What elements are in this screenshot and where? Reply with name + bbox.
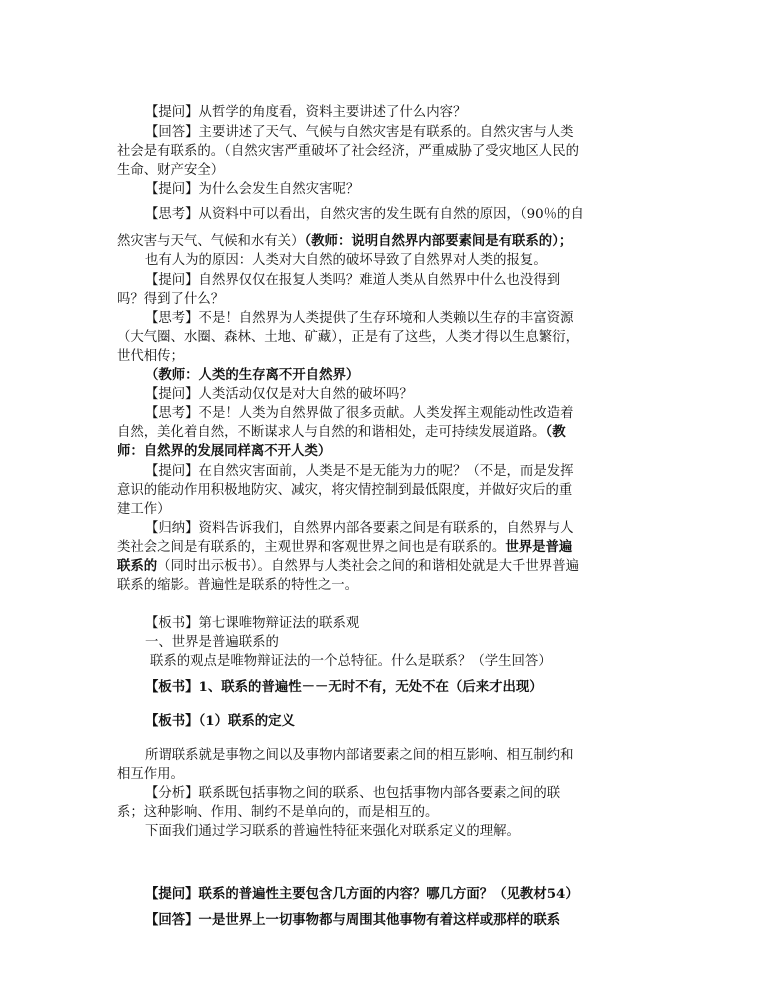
- text-span: 类社会之间是有联系的，主观世界和客观世界之间也是有联系的。: [117, 540, 506, 555]
- text-line: 下面我们通过学习联系的普遍性特征来强化对联系定义的理解。: [145, 824, 520, 839]
- text-line: 【思考】不是！人类为自然界做了很多贡献。人类发挥主观能动性改造着: [145, 406, 574, 421]
- text-line: 相互作用。: [117, 767, 184, 782]
- text-line: [117, 557, 657, 576]
- text-line: 【分析】联系既包括事物之间的联系、也包括事物内部各要素之间的联: [145, 786, 561, 801]
- text-line: 【思考】不是！自然界为人类提供了生存环境和人类赖以生存的丰富资源: [145, 311, 574, 326]
- text-line: 【思考】从资料中可以看出，自然灾害的发生既有自然的原因，（90％的自: [145, 207, 584, 222]
- teacher-note: （教师：说明自然界内部要素间是有联系的）；: [304, 233, 573, 249]
- text-line: 生命、财产安全）: [117, 163, 225, 178]
- blackboard-heading: 【板书】1、联系的普遍性－－无时不有，无处不在（后来才出现）: [145, 679, 543, 695]
- section-heading: 一、世界是普遍联系的: [145, 635, 279, 650]
- text-line: 【提问】自然界仅仅在报复人类吗？难道人类从自然界中什么也没得到: [145, 273, 561, 288]
- text-line: 联系的缩影。普遍性是联系的特性之一。: [117, 578, 359, 593]
- text-line: [117, 423, 657, 442]
- text-line: 【归纳】资料告诉我们，自然界内部各要素之间是有联系的，自然界与人: [145, 521, 574, 536]
- text-line: 吗？得到了什么？: [117, 292, 225, 307]
- text-line: 【提问】在自然灾害面前，人类是不是无能为力的呢？（不是，而是发挥: [145, 464, 574, 479]
- bold-text: 联系的: [117, 558, 158, 574]
- teacher-note: 师：自然界的发展同样离不开人类）: [117, 443, 332, 459]
- text-line: 联系的观点是唯物辩证法的一个总特征。什么是联系？（学生回答）: [150, 654, 552, 669]
- text-line: 社会是有联系的。（自然灾害严重破坏了社会经济，严重威胁了受灾地区人民的: [117, 144, 579, 159]
- teacher-note: （教师：人类的生存离不开自然界）: [145, 367, 360, 383]
- text-span: （同时出示板书）。自然界与人类社会之间的和谐相处就是大千世界普遍: [157, 559, 579, 574]
- teacher-note: （教: [545, 424, 566, 440]
- text-line: 【提问】人类活动仅仅是对大自然的破坏吗？: [145, 387, 413, 402]
- text-line: 建工作）: [117, 502, 171, 517]
- text-span: 自然，美化着自然，不断谋求人与自然的和谐相处，走可持续发展道路。: [117, 425, 546, 440]
- text-line: 【提问】从哲学的角度看，资料主要讲述了什么内容？: [145, 105, 467, 120]
- answer-line: 【回答】一是世界上一切事物都与周围其他事物有着这样或那样的联系: [145, 912, 561, 928]
- text-span: 然灾害与天气、气候和水有关）: [117, 234, 305, 249]
- text-line: [117, 538, 657, 557]
- text-line: 系；这种影响、作用、制约不是单向的，而是相互的。: [117, 805, 439, 820]
- text-line: （大气圈、水圈、森林、土地、矿藏），正是有了这些，人类才得以生息繁衍，: [117, 330, 579, 345]
- blackboard-heading: 【板书】（1）联系的定义: [145, 713, 295, 729]
- text-line: 世代相传；: [117, 349, 184, 364]
- bold-text: 世界是普遍: [505, 539, 573, 555]
- text-line: 意识的能动作用积极地防灾、减灾，将灾情控制到最低限度，并做好灾后的重: [117, 483, 573, 498]
- text-line: [117, 232, 657, 251]
- text-line: 【回答】主要讲述了天气、气候与自然灾害是有联系的。自然灾害与人类: [145, 125, 574, 140]
- text-line: 所谓联系就是事物之间以及事物内部诸要素之间的相互影响、相互制约和: [145, 748, 574, 763]
- question-line: 【提问】联系的普遍性主要包含几方面的内容？哪几方面？（见教材54）: [145, 886, 579, 902]
- blackboard-heading: 【板书】第七课唯物辩证法的联系观: [145, 616, 360, 631]
- text-line: 【提问】为什么会发生自然灾害呢？: [145, 182, 360, 197]
- text-line: 也有人为的原因：人类对大自然的破坏导致了自然界对人类的报复。: [145, 253, 547, 268]
